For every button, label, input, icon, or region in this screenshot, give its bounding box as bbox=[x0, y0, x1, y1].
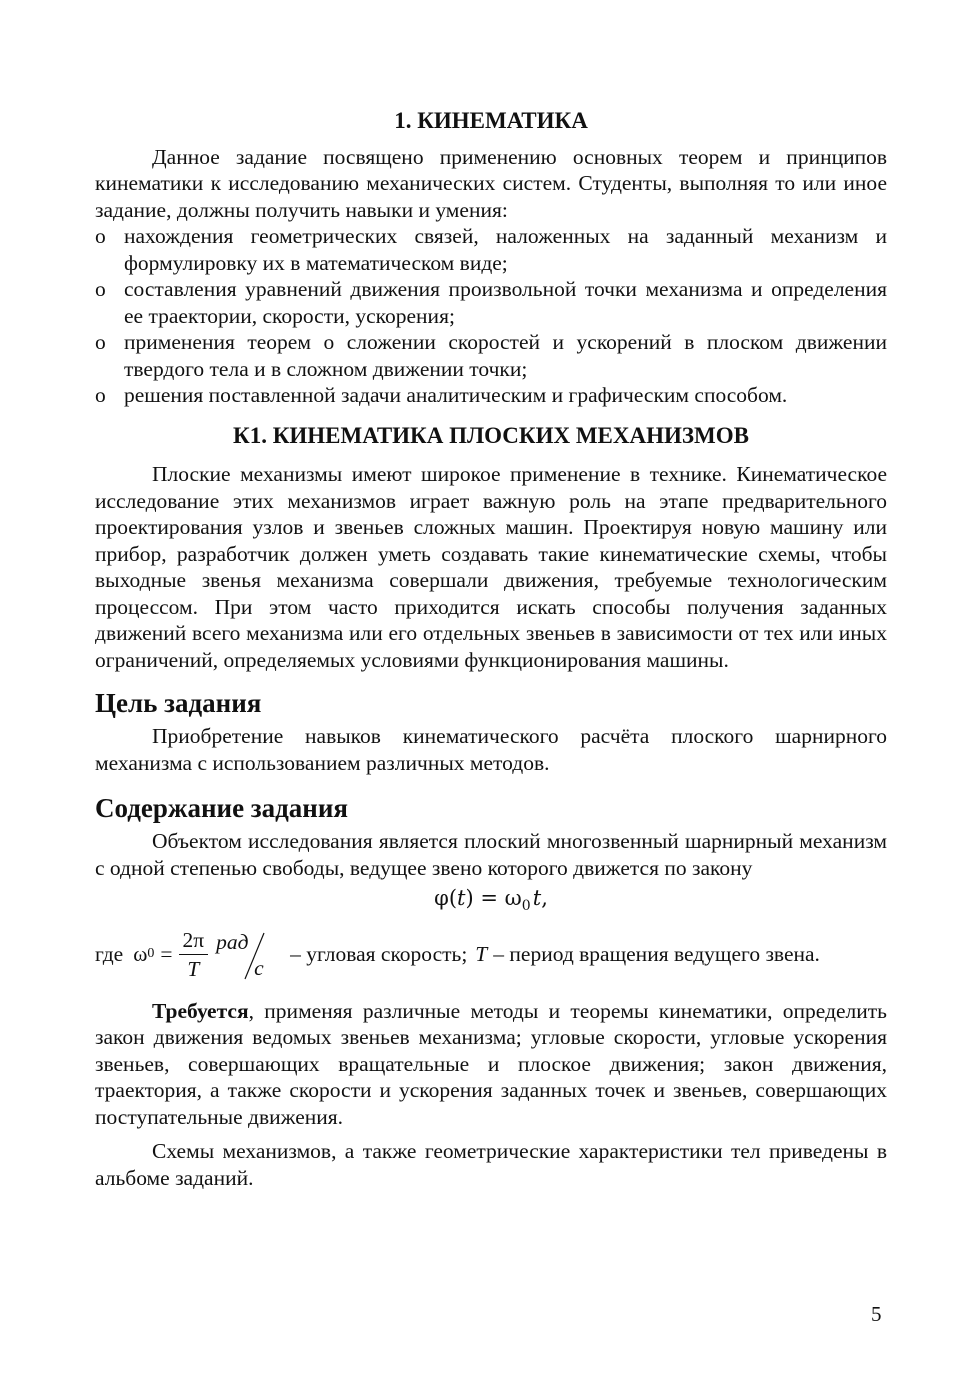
period-description: – период вращения ведущего звена. bbox=[493, 942, 820, 967]
omega-subscript: 0 bbox=[147, 946, 155, 962]
document-page bbox=[95, 108, 887, 1191]
bullet-circle-icon: o bbox=[95, 330, 106, 354]
bullet-circle-icon: o bbox=[95, 383, 106, 407]
section-title-k1: К1. КИНЕМАТИКА ПЛОСКИХ МЕХАНИЗМОВ bbox=[233, 422, 749, 448]
content-heading: Содержание задания bbox=[95, 793, 349, 823]
formula-comma: , bbox=[541, 886, 548, 910]
formula-equals: = ω bbox=[473, 886, 522, 910]
required-label: Требуется bbox=[152, 998, 249, 1023]
formula-variable: t bbox=[532, 886, 542, 910]
fraction-denominator: T bbox=[187, 957, 200, 982]
omega-description: – угловая скорость; bbox=[290, 942, 468, 967]
where-word: где bbox=[95, 942, 124, 967]
motion-law-formula bbox=[95, 885, 887, 920]
section-title-kinematics: 1. КИНЕМАТИКА bbox=[394, 108, 588, 133]
unit-denominator: c bbox=[254, 955, 264, 980]
formula-paren: ) bbox=[465, 886, 474, 910]
list-item-text: применения теорем о сложении скоростей и ускорений в плоском движении твердого тела и в сложном движении точки; bbox=[124, 330, 887, 381]
goal-paragraph: Приобретение навыков кинематического расчёта плоского шарнирного механизма с использованием различных методов. bbox=[95, 724, 887, 775]
list-item bbox=[95, 276, 887, 329]
formula-subscript: 0 bbox=[521, 898, 531, 915]
omega-definition-line bbox=[95, 924, 887, 986]
list-item-text: решения поставленной задачи аналитическим и графическим способом. bbox=[124, 383, 788, 407]
fraction-numerator: 2π bbox=[179, 928, 209, 955]
list-item-text: нахождения геометрических связей, наложенных на заданный механизм и формулировку их в математическом виде; bbox=[124, 224, 887, 275]
formula-variable: t bbox=[457, 886, 466, 910]
list-item bbox=[95, 223, 887, 276]
omega-definition bbox=[133, 927, 278, 983]
list-item bbox=[95, 329, 887, 382]
required-text: , применяя различные методы и теоремы кинематики, определить закон движения ведомых звеньев механизма; угловые скорости, угловые ускорения звеньев, совершающих вращательные и плоское движения; закон движения, траектория, а также скорости и ускорения заданных точек и звеньев, совершающих поступательные движения. bbox=[95, 998, 887, 1129]
formula-paren: ( bbox=[448, 886, 458, 910]
formula-equals: = bbox=[160, 942, 173, 967]
list-item-text: составления уравнений движения произвольной точки механизма и определения ее траектории, скорости, ускорения; bbox=[124, 277, 887, 328]
schemes-paragraph: Схемы механизмов, а также геометрические характеристики тел приведены в альбоме заданий. bbox=[95, 1139, 887, 1190]
unit-rad-per-s bbox=[214, 927, 272, 983]
skills-list bbox=[95, 223, 887, 409]
k1-paragraph: Плоские механизмы имеют широкое применение в технике. Кинематическое исследование этих механизмов играет важную роль на этапе предварительного проектирования узлов и звеньев сложных машин. Проектируя новую машину или прибор, разработчик должен уметь создавать такие кинематические схемы, чтобы выходные звенья механизма совершали движения, требуемые технологическим процессом. При этом часто приходится искать способы получения заданных движений всего механизма или его отдельных звеньев в зависимости от тех или иных ограничений, определяемых условиями функционирования машины. bbox=[95, 462, 887, 672]
period-symbol: T bbox=[475, 942, 488, 967]
bullet-circle-icon: o bbox=[95, 277, 106, 301]
phi-symbol: φ bbox=[434, 886, 449, 910]
intro-paragraph: Данное задание посвящено применению основных теорем и принципов кинематики к исследованию механических систем. Студенты, выполняя то или иное задание, должны получить навыки и умения: bbox=[95, 144, 887, 222]
unit-numerator: рад bbox=[216, 929, 249, 954]
content-paragraph: Объектом исследования является плоский многозвенный шарнирный механизм с одной степенью свободы, ведущее звено которого движется по закону bbox=[95, 829, 887, 880]
list-item bbox=[95, 382, 887, 409]
omega-symbol: ω bbox=[133, 942, 148, 967]
fraction bbox=[179, 928, 209, 981]
required-paragraph bbox=[95, 998, 887, 1131]
bullet-circle-icon: o bbox=[95, 224, 106, 248]
goal-heading: Цель задания bbox=[95, 688, 262, 718]
page-number: 5 bbox=[871, 1302, 882, 1326]
